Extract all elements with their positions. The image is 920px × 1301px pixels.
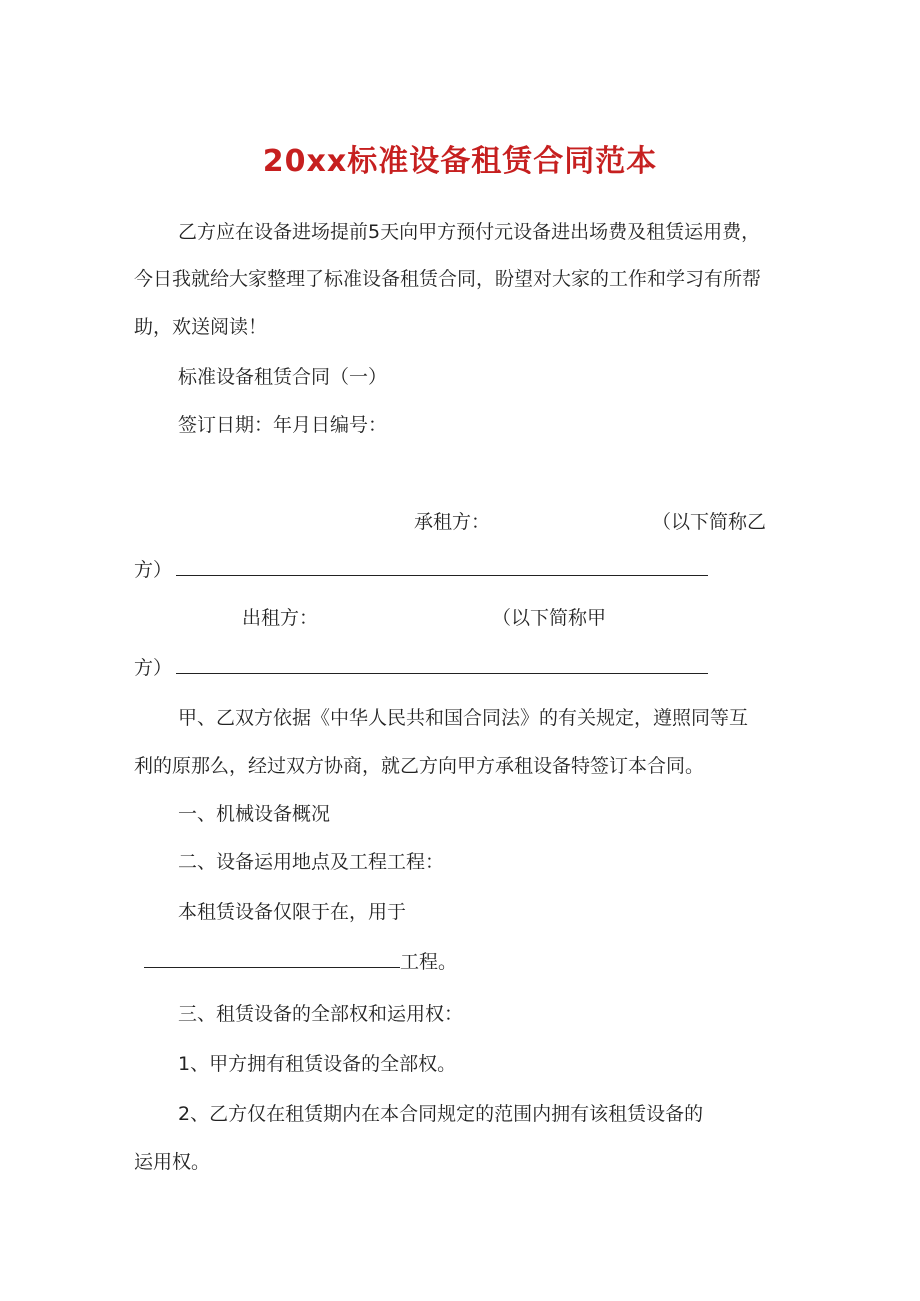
lessor-blank[interactable] [176, 655, 708, 674]
lessee-blank[interactable] [176, 557, 708, 576]
project-blank[interactable] [144, 949, 400, 968]
basis-line-2: 利的原那么，经过双方协商，就乙方向甲方承租设备特签订本合同。 [134, 755, 705, 777]
intro-line-2: 今日我就给大家整理了标准设备租赁合同，盼望对大家的工作和学习有所帮 [134, 268, 762, 290]
item-2-line-1: 2、乙方仅在租赁期内在本合同规定的范围内拥有该租赁设备的 [178, 1103, 704, 1125]
project-line [144, 948, 457, 976]
lessor-note-end: 方） [134, 657, 173, 679]
intro-line-3: 助，欢送阅读！ [134, 316, 268, 338]
document-title: 20xx标准设备租赁合同范本 [262, 144, 658, 179]
section-1-heading: 一、机械设备概况 [178, 803, 331, 825]
sign-date-line: 签订日期：年月日编号： [178, 414, 388, 436]
item-1: 1、甲方拥有租赁设备的全部权。 [178, 1053, 457, 1075]
section-3-heading: 三、租赁设备的全部权和运用权： [178, 1003, 464, 1025]
lessor-label: 出租方： [242, 607, 319, 629]
lessor-note: （以下简称甲 [492, 607, 607, 629]
item-2-line-2: 运用权。 [134, 1151, 211, 1173]
basis-line-1: 甲、乙双方依据《中华人民共和国合同法》的有关规定，遵照同等互 [178, 707, 749, 729]
section-2-heading: 二、设备运用地点及工程工程： [178, 851, 445, 873]
intro-line-1: 乙方应在设备进场提前5天向甲方预付元设备进出场费及租赁运用费， [178, 221, 761, 243]
lessee-line [134, 556, 708, 584]
project-suffix: 工程。 [400, 951, 458, 973]
lessor-line [134, 654, 708, 682]
lessee-note: （以下简称乙 [652, 511, 767, 533]
lessee-note-end: 方） [134, 559, 173, 581]
contract-heading: 标准设备租赁合同（一） [178, 366, 388, 388]
lessee-label: 承租方： [414, 511, 491, 533]
usage-line: 本租赁设备仅限于在，用于 [178, 901, 407, 923]
